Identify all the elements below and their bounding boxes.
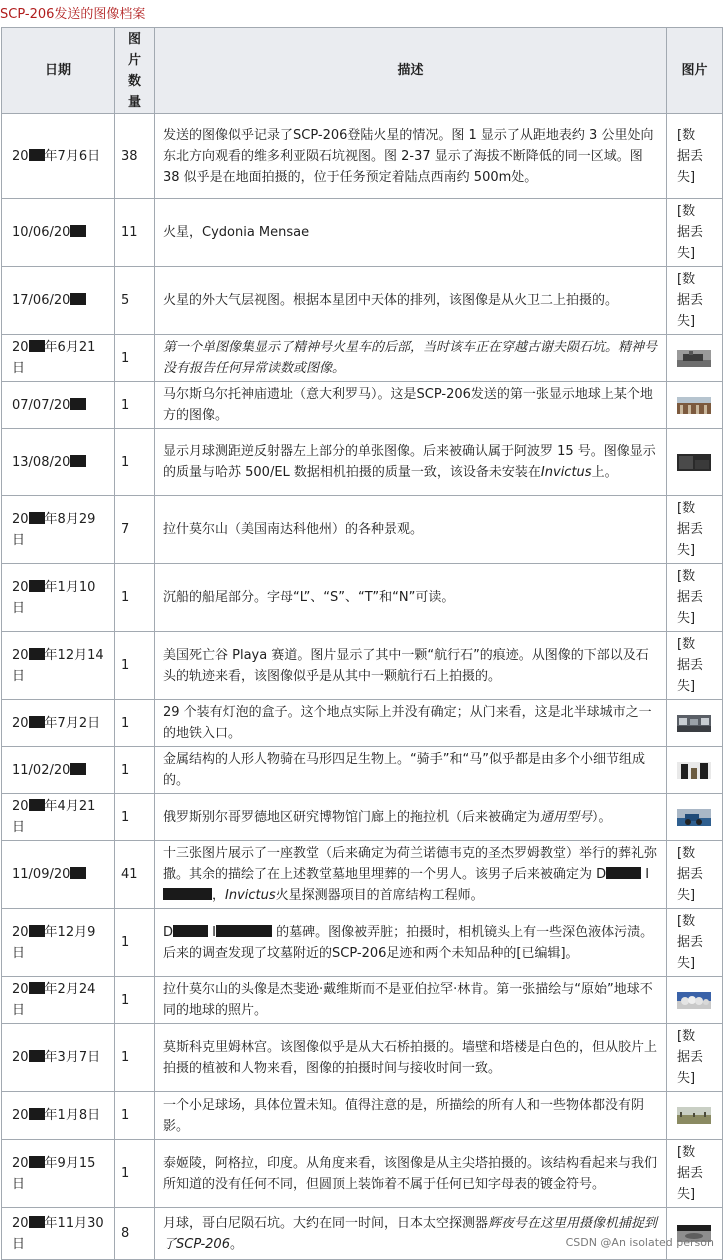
redaction-block — [70, 867, 86, 879]
picture-cell — [667, 632, 723, 700]
img-rider-thumbnail[interactable] — [677, 762, 711, 779]
date-cell — [2, 199, 115, 267]
date-cell — [2, 977, 115, 1024]
description-text: 的墓碑。图像被弄脏；拍摄时，相机镜头上有一些深色液体污渍。后来的调查发现了坟墓附近的SCP-206足迹和两个未知品种的[已编辑]。 — [163, 924, 654, 961]
italic-text: 通用型号 — [540, 809, 593, 825]
date-cell — [2, 747, 115, 794]
table-row — [2, 564, 723, 632]
img-field-thumbnail[interactable] — [677, 1107, 711, 1124]
description-text: 十三张图片展示了一座教堂（后来确定为荷兰诺德韦克的圣杰罗姆教堂）举行的葬礼弥撒。其余的描绘了在上述教堂墓地里埋葬的一个男人。该男子后来被确定为 D — [163, 846, 658, 882]
date-suffix: 年2月24日 — [12, 982, 96, 1018]
date-cell — [2, 564, 115, 632]
date-prefix: 20 — [12, 1215, 29, 1231]
description-cell — [155, 632, 667, 700]
count-cell: 11 — [115, 199, 155, 267]
date-prefix: 20 — [12, 715, 29, 731]
redaction-block — [606, 867, 641, 879]
date-cell — [2, 841, 115, 909]
table-row — [2, 199, 723, 267]
date-prefix: 17/06/20 — [12, 293, 71, 308]
data-lost-label: [数据丢失] — [677, 501, 704, 558]
date-cell — [2, 632, 115, 700]
description-text: 莫斯科克里姆林宫。该图像似乎是从大石桥拍摄的。墙壁和塔楼是白色的，但从胶片上拍摄的植被和人物来看，图像的拍摄时间与接收时间一致。 — [163, 1039, 658, 1076]
description-cell — [155, 841, 667, 909]
description-text: 29 个装有灯泡的盒子。这个地点实际上并没有确定；从门来看，这是北半球城市之一的地铁入口。 — [163, 705, 652, 741]
description-cell — [155, 1024, 667, 1092]
date-suffix: 年1月8日 — [44, 1108, 101, 1123]
count-cell: 41 — [115, 841, 155, 909]
date-cell — [2, 429, 115, 496]
description-text: I — [208, 924, 216, 940]
date-suffix: 年9月15日 — [12, 1155, 96, 1192]
table-row — [2, 429, 723, 496]
description-text: 火星的外大气层视图。根据本星团中天体的排列，该图像是从火卫二上拍摄的。 — [163, 293, 619, 308]
redaction-block — [70, 398, 86, 410]
date-cell — [2, 1024, 115, 1092]
description-text: 沉船的船尾部分。字母“L”、“S”、“T”和“N”可读。 — [163, 590, 455, 605]
count-cell: 1 — [115, 747, 155, 794]
table-row — [2, 747, 723, 794]
picture-cell — [667, 1024, 723, 1092]
description-text: D — [163, 924, 174, 940]
description-text: 发送的图像似乎记录了SCP-206登陆火星的情况。图 1 显示了从距地表约 3 公里处向东北方向观看的维多利亚陨石坑视图。图 2-37 显示了海拔不断降低的同一区域。图 38 似乎是在地面拍摄的，位于任务预定着陆点西南约 500m处。 — [163, 127, 654, 185]
header-date: 日期 — [2, 28, 115, 114]
date-prefix: 20 — [12, 340, 29, 355]
date-cell — [2, 114, 115, 199]
picture-cell — [667, 114, 723, 199]
description-cell — [155, 700, 667, 747]
redaction-block — [29, 149, 45, 161]
count-cell: 1 — [115, 977, 155, 1024]
date-prefix: 10/06/20 — [12, 225, 71, 240]
img-reflector-thumbnail[interactable] — [677, 454, 711, 471]
data-lost-label: [数据丢失] — [677, 1145, 704, 1202]
table-row — [2, 977, 723, 1024]
redaction-block — [29, 1156, 45, 1168]
description-text: 显示月球测距逆反射器左上部分的单张图像。后来被确认属于阿波罗 15 号。图像显示的质量与哈苏 500/EL 数据相机拍摄的质量一致，该设备未安装在 — [163, 444, 656, 480]
date-prefix: 20 — [12, 647, 29, 663]
description-cell — [155, 429, 667, 496]
date-cell — [2, 335, 115, 382]
table-row — [2, 335, 723, 382]
date-cell — [2, 794, 115, 841]
description-text: 拉什莫尔山（美国南达科他州）的各种景观。 — [163, 522, 424, 537]
img-rover-thumbnail[interactable] — [677, 350, 711, 367]
count-cell: 8 — [115, 1208, 155, 1260]
picture-cell — [667, 429, 723, 496]
data-lost-label: [数据丢失] — [677, 1029, 704, 1086]
description-text: ， — [212, 888, 226, 903]
count-cell: 1 — [115, 335, 155, 382]
date-suffix: 年3月7日 — [44, 1050, 101, 1065]
date-prefix: 13/08/20 — [12, 454, 71, 470]
redaction-block — [163, 888, 212, 900]
description-text: 火星，Cydonia Mensae — [163, 225, 310, 240]
redaction-block — [70, 293, 86, 305]
date-prefix: 07/07/20 — [12, 397, 71, 413]
redaction-block — [29, 1108, 45, 1120]
date-prefix: 11/09/20 — [12, 867, 71, 882]
picture-cell — [667, 335, 723, 382]
date-suffix: 年7月2日 — [44, 715, 101, 731]
date-suffix: 年12月9日 — [12, 924, 96, 961]
count-cell: 5 — [115, 267, 155, 335]
date-cell — [2, 700, 115, 747]
data-lost-label: [数据丢失] — [677, 637, 704, 694]
table-row — [2, 794, 723, 841]
picture-cell — [667, 977, 723, 1024]
table-row — [2, 1092, 723, 1140]
italic-text: 第一个单图像集显示了精神号火星车的后部，当时该车正在穿越古谢夫陨石坑。精神号没有报告任何异常读数或图像。 — [163, 340, 658, 376]
description-cell — [155, 1208, 667, 1260]
picture-cell — [667, 747, 723, 794]
header-count: 图片数量 — [115, 28, 155, 114]
description-text: 月球，哥白尼陨石坑。大约在同一时间，日本太空探测器 — [163, 1215, 489, 1231]
count-cell: 7 — [115, 496, 155, 564]
redaction-block — [29, 799, 45, 811]
date-cell — [2, 496, 115, 564]
description-text: 拉什莫尔山的头像是杰斐逊·戴维斯而不是亚伯拉罕·林肯。第一张描绘与“原始”地球不同的地球的照片。 — [163, 982, 653, 1018]
date-suffix: 年6月21日 — [12, 340, 96, 376]
date-cell — [2, 1092, 115, 1140]
table-row — [2, 700, 723, 747]
description-cell — [155, 1092, 667, 1140]
date-cell — [2, 267, 115, 335]
description-text: 马尔斯乌尔托神庙遗址（意大利罗马）。这是SCP-206发送的第一张显示地球上某个地方的图像。 — [163, 387, 653, 423]
description-text: 上。 — [591, 465, 618, 480]
date-suffix: 年11月30日 — [12, 1215, 104, 1252]
table-header-row — [2, 28, 723, 114]
description-cell — [155, 909, 667, 977]
date-cell — [2, 1140, 115, 1208]
description-text: 。 — [229, 1236, 243, 1252]
table-row — [2, 114, 723, 199]
img-temple-thumbnail[interactable] — [677, 397, 711, 414]
table-row — [2, 632, 723, 700]
italic-text: Invictus — [225, 888, 276, 903]
table-row — [2, 841, 723, 909]
description-cell — [155, 977, 667, 1024]
description-cell — [155, 335, 667, 382]
picture-cell — [667, 496, 723, 564]
watermark: CSDN @An isolated person — [565, 1236, 714, 1249]
description-cell — [155, 382, 667, 429]
description-cell — [155, 747, 667, 794]
description-text: 泰姬陵，阿格拉，印度。从角度来看，该图像是从主尖塔拍摄的。该结构看起来与我们所知道的没有任何不同，但圆顶上装饰着不属于任何已知字母表的镀金符号。 — [163, 1155, 658, 1192]
date-prefix: 20 — [12, 511, 29, 527]
italic-text: 辉夜号在这里用摄像机捕捉到了SCP-206 — [163, 1215, 658, 1252]
table-row — [2, 909, 723, 977]
data-lost-label: [数据丢失] — [677, 914, 704, 971]
table-row — [2, 496, 723, 564]
description-cell — [155, 267, 667, 335]
description-text: 金属结构的人形人物骑在马形四足生物上。“骑手”和“马”似乎都是由多个小细节组成的。 — [163, 752, 645, 788]
redaction-block — [29, 1050, 45, 1062]
date-prefix: 20 — [12, 1108, 29, 1123]
table-row — [2, 1208, 723, 1260]
redaction-block — [29, 340, 45, 352]
redaction-block — [216, 925, 272, 937]
date-suffix: 年8月29日 — [12, 511, 96, 548]
picture-cell — [667, 1208, 723, 1260]
date-prefix: 20 — [12, 148, 29, 164]
count-cell: 1 — [115, 794, 155, 841]
table-row — [2, 382, 723, 429]
date-suffix: 年1月10日 — [12, 579, 96, 616]
redaction-block — [70, 763, 86, 775]
description-text: I — [641, 867, 650, 882]
data-lost-label: [数据丢失] — [677, 127, 704, 185]
date-prefix: 20 — [12, 982, 29, 997]
count-cell: 1 — [115, 700, 155, 747]
redaction-block — [29, 982, 45, 994]
picture-cell — [667, 382, 723, 429]
redaction-block — [29, 512, 45, 524]
picture-cell — [667, 841, 723, 909]
italic-text: Invictus — [540, 465, 592, 480]
description-text: ）。 — [592, 809, 612, 825]
redaction-block — [173, 925, 208, 937]
table-row — [2, 267, 723, 335]
data-lost-label: [数据丢失] — [677, 272, 704, 329]
description-text: 一个小足球场，具体位置未知。值得注意的是，所描绘的所有人和一些物体都没有阴影。 — [163, 1097, 645, 1134]
picture-cell — [667, 1092, 723, 1140]
count-cell: 1 — [115, 632, 155, 700]
description-cell — [155, 564, 667, 632]
description-cell — [155, 794, 667, 841]
redaction-block — [29, 580, 45, 592]
count-cell: 1 — [115, 429, 155, 496]
count-cell: 1 — [115, 1140, 155, 1208]
table-row — [2, 1140, 723, 1208]
picture-cell — [667, 199, 723, 267]
page-title: SCP-206发送的图像档案 — [0, 7, 146, 22]
image-archive-table — [1, 27, 723, 1260]
picture-cell — [667, 1140, 723, 1208]
date-prefix: 20 — [12, 924, 29, 940]
description-cell — [155, 199, 667, 267]
description-text: 俄罗斯别尔哥罗德地区研究博物馆门廊上的拖拉机（后来被确定为 — [163, 809, 541, 825]
count-cell: 38 — [115, 114, 155, 199]
redaction-block — [70, 225, 86, 237]
redaction-block — [29, 648, 45, 660]
img-tractor-thumbnail[interactable] — [677, 809, 711, 826]
picture-cell — [667, 700, 723, 747]
img-rushmore-thumbnail[interactable] — [677, 992, 711, 1009]
picture-cell — [667, 564, 723, 632]
date-prefix: 20 — [12, 799, 29, 814]
redaction-block — [70, 455, 86, 467]
count-cell: 1 — [115, 382, 155, 429]
description-cell — [155, 496, 667, 564]
date-suffix: 年7月6日 — [44, 148, 101, 164]
count-cell: 1 — [115, 564, 155, 632]
redaction-block — [29, 1216, 45, 1228]
picture-cell — [667, 267, 723, 335]
picture-cell — [667, 794, 723, 841]
date-prefix: 20 — [12, 1155, 29, 1171]
picture-cell — [667, 909, 723, 977]
redaction-block — [29, 716, 45, 728]
description-text: 火星探测器项目的首席结构工程师。 — [275, 888, 484, 903]
table-row — [2, 1024, 723, 1092]
date-prefix: 20 — [12, 1050, 29, 1065]
date-cell — [2, 1208, 115, 1260]
date-prefix: 11/02/20 — [12, 762, 71, 778]
date-suffix: 年12月14日 — [12, 647, 104, 684]
date-prefix: 20 — [12, 579, 29, 595]
header-description: 描述 — [155, 28, 667, 114]
data-lost-label: [数据丢失] — [677, 204, 704, 261]
description-cell — [155, 1140, 667, 1208]
date-cell — [2, 382, 115, 429]
count-cell: 1 — [115, 909, 155, 977]
description-text: 美国死亡谷 Playa 赛道。图片显示了其中一颗“航行石”的痕迹。从图像的下部以及石头的轨迹来看，该图像似乎是从其中一颗航行石上拍摄的。 — [163, 647, 649, 684]
header-picture: 图片 — [667, 28, 723, 114]
description-cell — [155, 114, 667, 199]
img-boxes-thumbnail[interactable] — [677, 715, 711, 732]
data-lost-label: [数据丢失] — [677, 846, 704, 903]
count-cell: 1 — [115, 1024, 155, 1092]
date-suffix: 年4月21日 — [12, 799, 96, 835]
data-lost-label: [数据丢失] — [677, 569, 704, 626]
redaction-block — [29, 925, 45, 937]
date-cell — [2, 909, 115, 977]
count-cell: 1 — [115, 1092, 155, 1140]
